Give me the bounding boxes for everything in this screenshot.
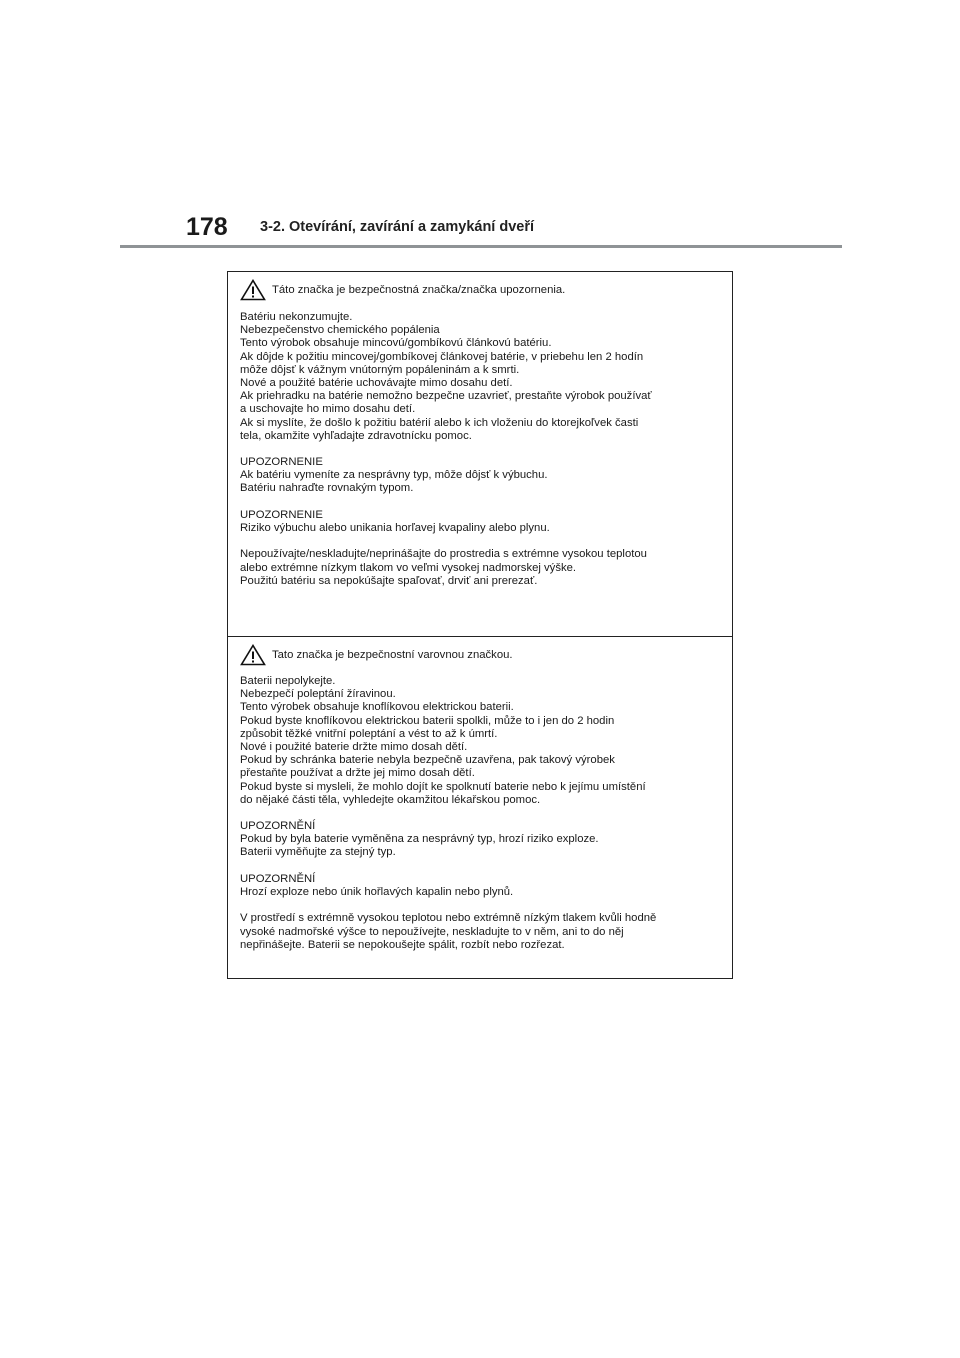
text-line: Tento výrobek obsahuje knoflíkovou elektrickou baterii. (240, 701, 514, 714)
text-line: Batériu nekonzumujte. (240, 311, 353, 323)
text-line: Ak dôjde k požitiu mincovej/gombíkovej článkovej batérie, v priebehu len 2 hodín (240, 350, 644, 363)
text-line: Nové a použité batérie uchovávajte mimo dosahu detí. (240, 376, 513, 389)
text-line: Nepoužívajte/neskladujte/neprinášajte do prostredia s extrémne vysokou teplotou (240, 548, 647, 561)
text-line: Ak priehradku na batérie nemožno bezpečne uzavrieť, prestaňte výrobok používať (240, 390, 652, 403)
caution-heading: UPOZORNENIE (240, 508, 323, 521)
text-line: do nějaké části těla, vyhledejte okamžitou lékařskou pomoc. (240, 793, 541, 806)
notice-slovak (228, 272, 732, 636)
text-line: alebo extrémne nízkym tlakom vo veľmi vysokej nadmorskej výške. (240, 561, 577, 574)
notice-text (240, 675, 724, 952)
caution-heading: UPOZORNENIE (240, 456, 323, 469)
text-line: môže dôjsť k vážnym vnútorným popáleninám a k smrti. (240, 363, 520, 376)
text-line: Hrozí exploze nebo únik hořlavých kapalin nebo plynů. (240, 886, 514, 898)
notice-text (240, 311, 724, 588)
warning-label-row (240, 644, 513, 666)
section-title: 3-2. Otevírání, zavírání a zamykání dveří (260, 219, 535, 235)
text-line: způsobit těžké vnitřní poleptání a vést to až k úmrtí. (240, 727, 498, 740)
warning-label: Tato značka je bezpečnostní varovnou značkou. (272, 649, 513, 661)
text-line: Ak si myslíte, že došlo k požitiu batérií alebo k ich vloženiu do ktorejkoľvek časti (240, 416, 639, 429)
header-divider (120, 245, 842, 248)
text-line: Nebezpečí poleptání žíravinou. (240, 688, 396, 701)
text-line: nepřinášejte. Baterii se nepokoušejte spálit, rozbít nebo rozřezat. (240, 938, 565, 951)
text-line: Batériu nahraďte rovnakým typom. (240, 482, 414, 495)
text-line: tela, okamžite vyhľadajte zdravotnícku pomoc. (240, 429, 472, 442)
battery-warning-box (227, 271, 733, 979)
warning-label-row (240, 279, 565, 301)
text-line: vysoké nadmořské výšce to nepoužívejte, neskladujte to v něm, ani to do něj (240, 925, 624, 938)
text-line: Pokud by schránka baterie nebyla bezpečně uzavřena, pak takový výrobek (240, 754, 615, 767)
text-line: Pokud byste si mysleli, že mohlo dojít ke spolknutí baterie nebo k jejímu umístění (240, 780, 646, 793)
text-line: Ak batériu vymeníte za nesprávny typ, môže dôjsť k výbuchu. (240, 469, 548, 482)
text-line: Baterii nepolykejte. (240, 675, 336, 687)
text-line: Baterii vyměňujte za stejný typ. (240, 846, 396, 859)
warning-triangle-icon (240, 644, 266, 666)
text-line: V prostředí s extrémně vysokou teplotou nebo extrémně nízkým tlakem kvůli hodně (240, 912, 657, 925)
warning-triangle-icon (240, 279, 266, 301)
caution-heading: UPOZORNĚNÍ (240, 872, 316, 885)
text-line: Riziko výbuchu alebo unikania horľavej kvapaliny alebo plynu. (240, 522, 550, 534)
notice-czech (228, 636, 732, 980)
text-line: Nebezpečenstvo chemického popálenia (240, 324, 440, 337)
text-line: Pokud by byla baterie vyměněna za nesprávný typ, hrozí riziko exploze. (240, 833, 599, 846)
warning-label: Táto značka je bezpečnostná značka/značka upozornenia. (272, 284, 566, 296)
caution-heading: UPOZORNĚNÍ (240, 820, 316, 833)
text-line: Nové i použité baterie držte mimo dosah dětí. (240, 740, 468, 753)
text-line: Tento výrobok obsahuje mincovú/gombíkovú článkovú batériu. (240, 337, 552, 350)
text-line: Pokud byste knoflíkovou elektrickou baterii spolkli, může to i jen do 2 hodin (240, 714, 615, 727)
text-line: Použitú batériu sa nepokúšajte spaľovať, drviť ani prerezať. (240, 574, 538, 587)
text-line: a uschovajte ho mimo dosahu detí. (240, 403, 416, 416)
text-line: přestaňte používat a držte jej mimo dosah dětí. (240, 767, 475, 780)
page-number: 178 (186, 213, 228, 241)
